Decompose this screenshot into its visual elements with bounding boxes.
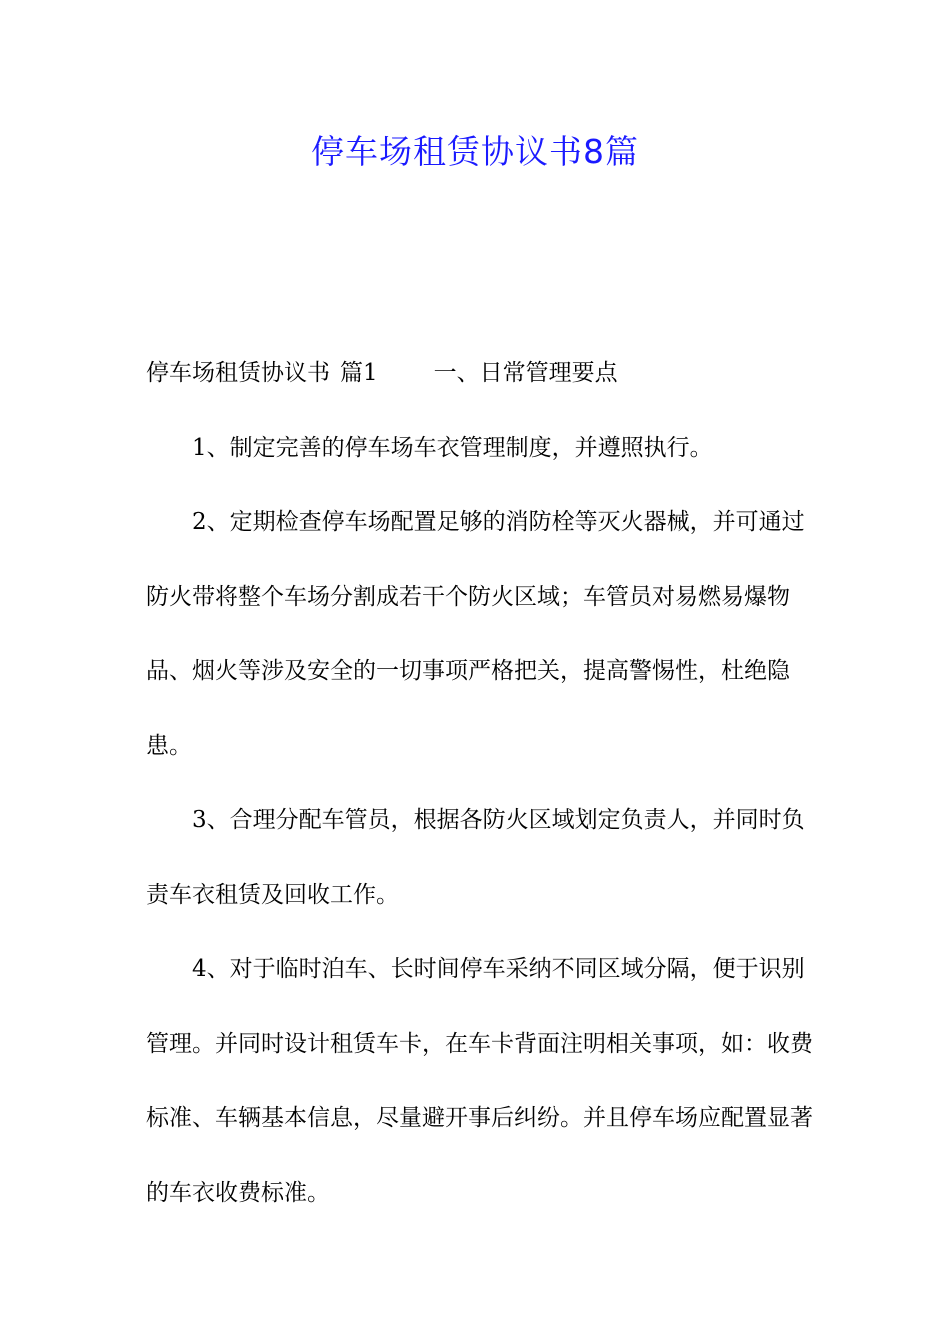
doc-name-label: 停车场租赁协议书 [146, 360, 330, 386]
sub-heading: 一、日常管理要点 [433, 360, 618, 386]
paragraph-3: 3、合理分配车管员，根据各防火区域划定负责人，并同时负责车衣租赁及回收工作。 [146, 807, 805, 908]
document-title: 停车场租赁协议书8篇 [311, 132, 639, 171]
document-body [146, 336, 826, 1230]
paragraph-1: 1、制定完善的停车场车衣管理制度，并遵照执行。 [192, 434, 713, 461]
paragraph-2: 2、定期检查停车场配置足够的消防栓等灭火器械，并可通过防火带将整个车场分割成若干个防火区域；车管员对易燃易爆物品、烟火等涉及安全的一切事项严格把关，提高警惕性，杜绝隐患。 [146, 509, 805, 759]
paragraph-4: 4、对于临时泊车、长时间停车采纳不同区域分隔，便于识别管理。并同时设计租赁车卡，在车卡背面注明相关事项，如：收费标准、车辆基本信息，尽量避开事后纠纷。并且停车场应配置显著的车衣收费标准。 [146, 956, 813, 1206]
section-heading-line [146, 336, 826, 411]
section-label: 篇1 [340, 360, 378, 386]
